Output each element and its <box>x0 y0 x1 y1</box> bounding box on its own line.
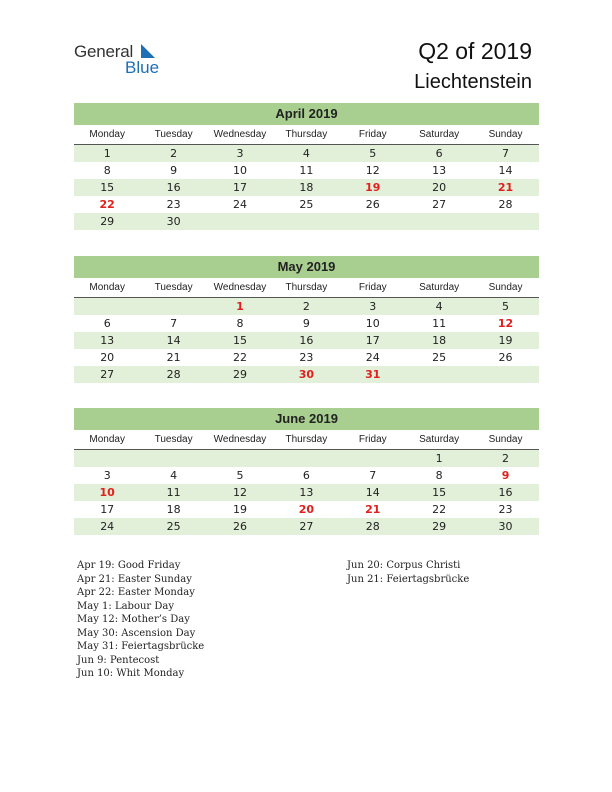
day-cell <box>207 213 273 230</box>
weekday-label: Wednesday <box>213 434 267 445</box>
day-cell: 7 <box>502 147 510 160</box>
day-cell: 21 <box>166 351 181 364</box>
day-cell: 24 <box>100 520 115 533</box>
weekday-header-row <box>74 278 539 298</box>
day-cell: 8 <box>103 164 111 177</box>
logo-text-general: General <box>74 42 134 61</box>
day-cell: 26 <box>232 520 247 533</box>
holiday-list-item: Apr 22: Easter Monday <box>77 587 195 598</box>
day-cell: 4 <box>170 469 178 482</box>
holiday-day-cell: 30 <box>298 368 315 381</box>
day-cell: 17 <box>232 181 247 194</box>
week-row <box>74 366 539 383</box>
day-cell: 2 <box>502 452 510 465</box>
holiday-day-cell: 12 <box>497 317 514 330</box>
day-cell <box>207 450 273 467</box>
weekday-label: Tuesday <box>154 434 193 445</box>
week-row <box>74 332 539 349</box>
weekday-label: Tuesday <box>154 129 193 140</box>
day-cell: 29 <box>432 520 447 533</box>
day-cell: 6 <box>302 469 310 482</box>
month-calendar-april <box>74 103 539 230</box>
day-cell <box>340 213 406 230</box>
weekday-label: Wednesday <box>213 129 267 140</box>
day-cell: 12 <box>232 486 247 499</box>
holiday-day-cell: 19 <box>365 181 381 194</box>
weekday-label: Friday <box>358 129 387 140</box>
day-cell: 16 <box>166 181 181 194</box>
country-name: Liechtenstein <box>414 71 532 93</box>
day-cell: 29 <box>100 215 115 228</box>
day-cell: 30 <box>498 520 513 533</box>
day-cell: 5 <box>236 469 244 482</box>
day-cell: 19 <box>232 503 247 516</box>
day-cell <box>406 213 472 230</box>
holiday-day-cell: 9 <box>501 469 510 482</box>
day-cell: 30 <box>166 215 181 228</box>
day-cell <box>273 213 339 230</box>
month-calendar-may <box>74 256 539 383</box>
day-cell: 7 <box>170 317 178 330</box>
day-cell: 1 <box>435 452 443 465</box>
day-cell: 26 <box>365 198 380 211</box>
day-cell <box>340 450 406 467</box>
day-cell: 12 <box>365 164 380 177</box>
day-cell: 15 <box>232 334 247 347</box>
day-cell: 8 <box>236 317 244 330</box>
day-cell: 5 <box>502 300 510 313</box>
holiday-list-item: May 1: Labour Day <box>77 600 174 612</box>
day-cell: 23 <box>299 351 314 364</box>
day-cell: 9 <box>170 164 178 177</box>
day-cell: 20 <box>432 181 447 194</box>
day-cell <box>406 366 472 383</box>
weekday-label: Sunday <box>488 129 523 140</box>
day-cell: 2 <box>302 300 310 313</box>
weekday-label: Thursday <box>285 434 328 445</box>
weekday-label: Friday <box>358 282 387 293</box>
month-title: June 2019 <box>74 408 539 430</box>
day-cell: 13 <box>299 486 314 499</box>
week-row <box>74 450 539 467</box>
day-cell: 6 <box>435 147 443 160</box>
week-row <box>74 501 539 518</box>
week-row <box>74 518 539 535</box>
week-row <box>74 298 539 315</box>
weekday-label: Wednesday <box>213 282 267 293</box>
day-cell <box>74 298 140 315</box>
day-cell: 27 <box>432 198 447 211</box>
weekday-header-row <box>74 430 539 450</box>
weekday-label: Saturday <box>419 282 460 293</box>
day-cell: 3 <box>103 469 111 482</box>
holiday-list-item: May 30: Ascension Day <box>77 627 196 639</box>
day-cell: 16 <box>498 486 513 499</box>
holiday-list-item: Apr 19: Good Friday <box>77 560 181 571</box>
day-cell: 11 <box>299 164 314 177</box>
holiday-list-item: May 12: Mother’s Day <box>77 614 190 625</box>
day-cell: 16 <box>299 334 314 347</box>
day-cell <box>140 298 206 315</box>
day-cell: 4 <box>435 300 443 313</box>
day-cell: 3 <box>369 300 377 313</box>
week-row <box>74 315 539 332</box>
day-cell: 10 <box>365 317 380 330</box>
day-cell: 19 <box>498 334 513 347</box>
day-cell: 5 <box>369 147 377 160</box>
weekday-label: Friday <box>358 434 387 445</box>
holiday-list-item: May 31: Feiertagsbrücke <box>77 641 205 652</box>
logo-triangle-icon <box>141 44 155 58</box>
weekday-header-row <box>74 125 539 145</box>
holiday-day-cell: 21 <box>497 181 514 194</box>
day-cell: 1 <box>103 147 111 160</box>
day-cell: 11 <box>166 486 181 499</box>
day-cell: 18 <box>432 334 447 347</box>
week-row <box>74 349 539 366</box>
holiday-list-right <box>347 559 469 586</box>
week-row <box>74 467 539 484</box>
holiday-day-cell: 31 <box>365 368 381 381</box>
week-row <box>74 145 539 162</box>
day-cell: 18 <box>299 181 314 194</box>
day-cell: 23 <box>498 503 513 516</box>
day-cell: 28 <box>166 368 181 381</box>
month-title: May 2019 <box>74 256 539 278</box>
day-cell: 28 <box>498 198 513 211</box>
holiday-list-item: Jun 10: Whit Monday <box>77 668 185 679</box>
logo <box>74 42 174 78</box>
week-row <box>74 179 539 196</box>
weekday-label: Sunday <box>488 434 523 445</box>
day-cell: 25 <box>432 351 447 364</box>
day-cell: 4 <box>302 147 310 160</box>
day-cell: 27 <box>100 368 115 381</box>
day-cell: 3 <box>236 147 244 160</box>
day-cell: 15 <box>432 486 447 499</box>
logo-text-blue: Blue <box>125 58 160 77</box>
week-row <box>74 162 539 179</box>
day-cell <box>472 366 538 383</box>
day-cell: 15 <box>100 181 115 194</box>
holiday-day-cell: 22 <box>99 198 115 211</box>
day-cell: 17 <box>100 503 115 516</box>
holiday-list-item: Jun 21: Feiertagsbrücke <box>347 573 470 585</box>
holiday-list-item: Apr 21: Easter Sunday <box>77 573 192 585</box>
weekday-label: Saturday <box>419 129 460 140</box>
day-cell: 14 <box>166 334 181 347</box>
day-cell: 20 <box>100 351 115 364</box>
weekday-label: Sunday <box>488 282 523 293</box>
holiday-day-cell: 21 <box>365 503 381 516</box>
weekday-label: Tuesday <box>154 282 193 293</box>
day-cell: 11 <box>432 317 447 330</box>
day-cell: 9 <box>302 317 310 330</box>
day-cell <box>74 450 140 467</box>
day-cell: 18 <box>166 503 181 516</box>
day-cell: 24 <box>365 351 380 364</box>
weekday-label: Monday <box>89 129 125 140</box>
holiday-list-item: Jun 20: Corpus Christi <box>347 560 461 571</box>
page-title: Q2 of 2019 <box>418 38 532 64</box>
holiday-list-left <box>77 559 204 681</box>
day-cell: 29 <box>232 368 247 381</box>
day-cell: 13 <box>100 334 115 347</box>
day-cell: 17 <box>365 334 380 347</box>
holiday-day-cell: 10 <box>99 486 115 499</box>
week-row <box>74 196 539 213</box>
weekday-label: Saturday <box>419 434 460 445</box>
week-row <box>74 213 539 230</box>
day-cell: 23 <box>166 198 181 211</box>
day-cell: 10 <box>232 164 247 177</box>
month-title: April 2019 <box>74 103 539 125</box>
day-cell: 2 <box>170 147 178 160</box>
day-cell: 14 <box>365 486 380 499</box>
day-cell: 6 <box>103 317 111 330</box>
holiday-day-cell: 1 <box>236 300 244 313</box>
day-cell: 22 <box>232 351 247 364</box>
day-cell: 14 <box>498 164 513 177</box>
day-cell: 25 <box>299 198 314 211</box>
day-cell <box>140 450 206 467</box>
day-cell: 26 <box>498 351 513 364</box>
weekday-label: Thursday <box>285 129 328 140</box>
weekday-label: Thursday <box>285 282 328 293</box>
day-cell: 8 <box>435 469 443 482</box>
day-cell: 7 <box>369 469 377 482</box>
day-cell <box>273 450 339 467</box>
day-cell <box>472 213 538 230</box>
holiday-list-item: Jun 9: Pentecost <box>77 654 160 666</box>
weekday-label: Monday <box>89 282 125 293</box>
day-cell: 25 <box>166 520 181 533</box>
holiday-day-cell: 20 <box>298 503 315 516</box>
day-cell: 27 <box>299 520 314 533</box>
day-cell: 24 <box>232 198 247 211</box>
weekday-label: Monday <box>89 434 125 445</box>
day-cell: 28 <box>365 520 380 533</box>
day-cell: 22 <box>432 503 447 516</box>
week-row <box>74 484 539 501</box>
month-calendar-june <box>74 408 539 535</box>
day-cell: 13 <box>432 164 447 177</box>
